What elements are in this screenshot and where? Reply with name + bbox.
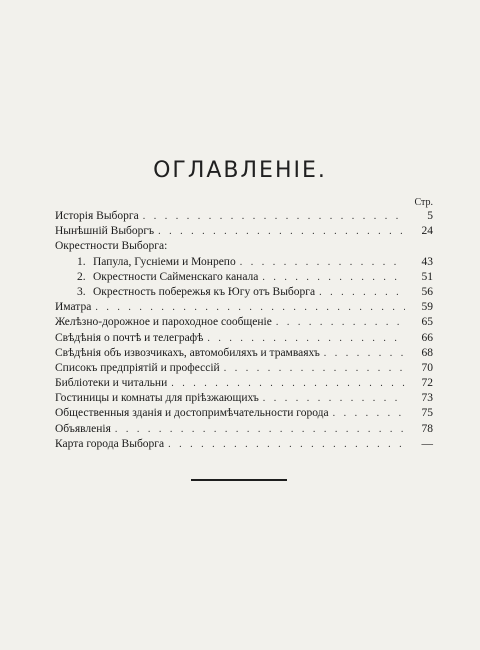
dot-leader bbox=[333, 406, 405, 421]
dot-leader bbox=[115, 422, 405, 437]
toc-entry-page: 59 bbox=[421, 301, 433, 314]
toc-entry bbox=[55, 406, 433, 421]
toc-entry-label: Окрестность побережья къ Югу отъ Выборга bbox=[93, 285, 316, 298]
toc-entry bbox=[55, 255, 433, 270]
toc-entry bbox=[55, 300, 433, 315]
toc-entry bbox=[55, 422, 433, 437]
toc-entry bbox=[55, 331, 433, 346]
toc-entry-page: 5 bbox=[427, 210, 433, 222]
toc-entry-label: Общественныя зданія и достопримѣчательности города bbox=[55, 407, 329, 420]
page-column-header bbox=[55, 197, 433, 209]
dot-leader bbox=[262, 270, 405, 285]
toc-entry-page: 75 bbox=[421, 407, 433, 420]
toc-entry-label: Гостиницы и комнаты для пріѣзжающихъ bbox=[55, 392, 259, 405]
toc-entries bbox=[55, 209, 433, 452]
toc-entry bbox=[55, 285, 433, 300]
toc-entry-page: 73 bbox=[421, 392, 433, 405]
toc-entry-label: Карта города Выборга bbox=[55, 437, 165, 450]
toc-entry-label: Нынѣшній Выборгъ bbox=[55, 225, 155, 238]
toc-entry-page: 78 bbox=[421, 422, 433, 435]
toc-entry-number: 2. bbox=[77, 270, 86, 283]
dot-leader bbox=[276, 315, 405, 330]
page-title: ОГЛАВЛЕНІЕ. bbox=[153, 158, 327, 183]
dot-leader bbox=[207, 331, 405, 346]
toc-entry-label: Списокъ предпріятій и профессій bbox=[55, 361, 220, 374]
toc-entry bbox=[55, 391, 433, 406]
toc-entry-number: 1. bbox=[77, 255, 86, 268]
toc-entry-number: 3. bbox=[77, 285, 86, 298]
toc-entry bbox=[55, 437, 433, 452]
toc-entry-page: 66 bbox=[421, 331, 433, 344]
toc-entry-label: Свѣдѣнія объ извозчикахъ, автомобиляхъ и трамваяхъ bbox=[55, 346, 320, 359]
toc-entry-page: — bbox=[421, 437, 433, 450]
toc-entry bbox=[55, 346, 433, 361]
toc-entry-label: Папула, Гусніеми и Монрепо bbox=[93, 255, 236, 268]
toc-entry-label: Желѣзно-дорожное и пароходное сообщеніе bbox=[55, 316, 272, 329]
toc-entry bbox=[55, 239, 433, 254]
dot-leader bbox=[168, 437, 405, 452]
toc-entry-page: 24 bbox=[421, 225, 433, 238]
toc-entry-page: 68 bbox=[421, 346, 433, 359]
toc-entry-page: 43 bbox=[421, 255, 433, 268]
closing-rule bbox=[191, 479, 287, 481]
toc-entry-label: Иматра bbox=[55, 301, 92, 314]
toc-entry bbox=[55, 209, 433, 224]
dot-leader bbox=[143, 209, 405, 224]
toc-entry bbox=[55, 361, 433, 376]
dot-leader bbox=[324, 346, 405, 361]
toc-entry-label: Окрестности Выборга: bbox=[55, 240, 168, 253]
page-column-label: Стр. bbox=[414, 197, 433, 208]
dot-leader bbox=[263, 391, 405, 406]
toc-entry bbox=[55, 224, 433, 239]
toc-entry-label: Свѣдѣнія о почтѣ и телеграфѣ bbox=[55, 331, 204, 344]
toc-entry-page: 65 bbox=[421, 316, 433, 329]
toc-entry-label: Объявленія bbox=[55, 422, 111, 435]
toc-entry-label: Окрестности Сайменскаго канала bbox=[93, 270, 259, 283]
toc-entry-page: 56 bbox=[421, 285, 433, 298]
toc-entry-label: Библіотеки и читальни bbox=[55, 377, 168, 390]
dot-leader bbox=[171, 376, 405, 391]
toc-entry-page: 51 bbox=[421, 270, 433, 283]
dot-leader bbox=[95, 300, 405, 315]
dot-leader bbox=[224, 361, 405, 376]
toc-entry-label: Исторія Выборга bbox=[55, 210, 139, 222]
toc-entry bbox=[55, 315, 433, 330]
toc-entry-page: 72 bbox=[421, 377, 433, 390]
toc-entry bbox=[55, 270, 433, 285]
toc-entry bbox=[55, 376, 433, 391]
toc-entry-page: 70 bbox=[421, 361, 433, 374]
table-of-contents bbox=[55, 197, 433, 452]
dot-leader bbox=[158, 224, 405, 239]
dot-leader bbox=[319, 285, 405, 300]
dot-leader bbox=[240, 255, 405, 270]
